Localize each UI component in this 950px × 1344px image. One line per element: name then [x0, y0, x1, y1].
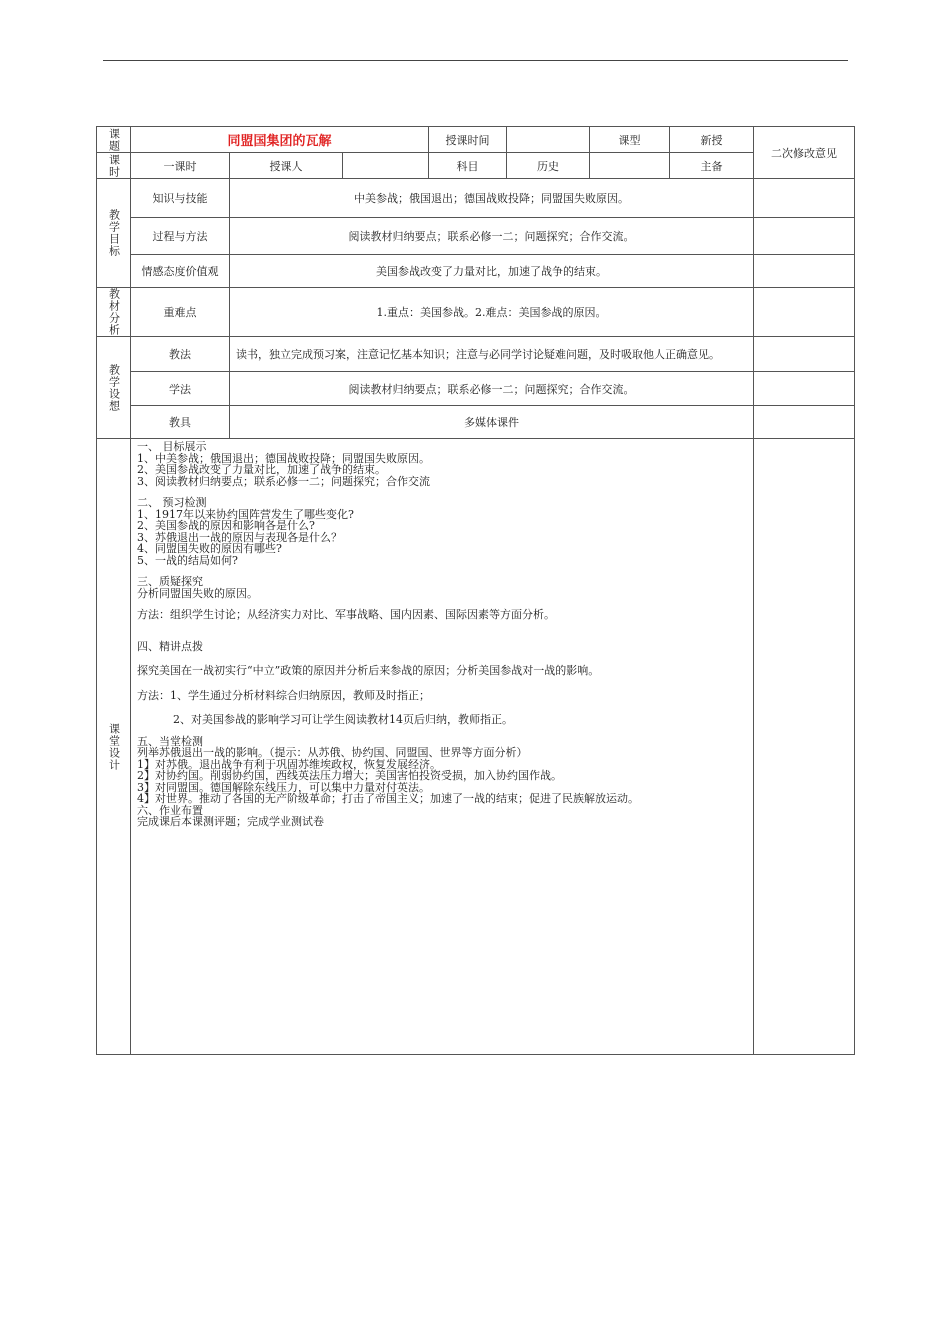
list-item: 1、1917年以来协约国阵营发生了哪些变化? [137, 507, 354, 521]
list-item: 1、中美参战；俄国退出；德国战败投降；同盟国失败原因。 [137, 451, 430, 465]
section-text: 列举苏俄退出一战的影响。（提示：从苏俄、协约国、同盟国、世界等方面分析） [137, 746, 528, 759]
row-goal-emotion [97, 255, 855, 288]
revision-label: 二次修改意见 [754, 127, 855, 179]
revision-cell [754, 439, 855, 1055]
row-classroom [97, 439, 855, 1055]
list-item: 4】对世界。推动了各国的无产阶级革命；打击了帝国主义；加速了一战的结束；促进了民族解放运动。 [137, 792, 639, 805]
section-text: 2、对美国参战的影响学习可让学生阅读教材14页后归纳，教师指正。 [173, 713, 513, 726]
teacher-value [343, 153, 429, 179]
label-topic: 课题 [97, 127, 131, 153]
section-text: 分析同盟国失败的原因。 [137, 586, 258, 600]
analysis-text: 1.重点：美国参战。2.难点：美国参战的原因。 [230, 288, 754, 337]
row-topic [97, 127, 855, 153]
label-hours: 课时 [97, 153, 131, 179]
section-text: 方法：1、学生通过分析材料综合归纳原因，教师及时指正； [137, 688, 430, 702]
goal-text: 中美参战；俄国退出；德国战败投降；同盟国失败原因。 [230, 179, 754, 218]
classroom-content [131, 439, 754, 1055]
blank-cell [590, 153, 670, 179]
row-goal-process [97, 218, 855, 255]
method-text: 多媒体课件 [230, 406, 754, 439]
list-item: 5、一战的结局如何? [137, 553, 238, 567]
section-title: 二、 预习检测 [137, 496, 207, 509]
goal-label: 知识与技能 [131, 179, 230, 218]
label-type: 课型 [590, 127, 670, 153]
goals-group-label: 教学目标 [97, 179, 131, 288]
time-value [507, 127, 590, 153]
method-label: 学法 [131, 372, 230, 406]
list-item: 2、美国参战的原因和影响各是什么? [137, 519, 315, 532]
hours-value: 一课时 [131, 153, 230, 179]
analysis-group-label: 教材分析 [97, 288, 131, 337]
section-text: 探究美国在一战初实行“中立”政策的原因并分析后来参战的原因；分析美国参战对一战的影响。 [137, 664, 600, 677]
goal-text: 美国参战改变了力量对比，加速了战争的结束。 [230, 255, 754, 288]
section-title: 六、作业布置 [137, 803, 203, 817]
lesson-title: 同盟国集团的瓦解 [131, 127, 429, 153]
label-subject: 科目 [429, 153, 507, 179]
goal-label: 情感态度价值观 [131, 255, 230, 288]
section-text: 完成课后本课测评题；完成学业测试卷 [137, 815, 324, 828]
lesson-plan-table [96, 126, 855, 1055]
row-method-tools [97, 406, 855, 439]
list-item: 1】对苏俄。退出战争有利于巩固苏维埃政权，恢复发展经济。 [137, 757, 441, 771]
analysis-label: 重难点 [131, 288, 230, 337]
revision-cell [754, 406, 855, 439]
prep-label: 主备 [670, 153, 754, 179]
revision-cell [754, 337, 855, 372]
section-title: 一、 目标展示 [137, 440, 207, 453]
list-item: 4、同盟国失败的原因有哪些? [137, 542, 282, 555]
method-text: 读书，独立完成预习案，注意记忆基本知识；注意与必同学讨论疑难问题，及时吸取他人正确意见。 [230, 337, 754, 372]
section-text: 方法：组织学生讨论；从经济实力对比、军事战略、国内因素、国际因素等方面分析。 [137, 608, 555, 621]
row-method-teach [97, 337, 855, 372]
method-text: 阅读教材归纳要点；联系必修一二；问题探究；合作交流。 [230, 372, 754, 406]
list-item: 2】对协约国。削弱协约国，西线英法压力增大；美国害怕投资受损，加入协约国作战。 [137, 769, 562, 782]
revision-cell [754, 255, 855, 288]
type-value: 新授 [670, 127, 754, 153]
list-item: 3、阅读教材归纳要点；联系必修一二；问题探究；合作交流 [137, 474, 430, 488]
design-group-label: 教学设想 [97, 337, 131, 439]
row-goal-knowledge [97, 179, 855, 218]
row-analysis [97, 288, 855, 337]
subject-value: 历史 [507, 153, 590, 179]
revision-cell [754, 179, 855, 218]
section-title: 五、当堂检测 [137, 734, 203, 748]
row-method-learn [97, 372, 855, 406]
classroom-group-label: 课堂设计 [97, 439, 131, 1055]
header-rule [103, 60, 848, 61]
list-item: 2、美国参战改变了力量对比，加速了战争的结束。 [137, 463, 386, 476]
method-label: 教法 [131, 337, 230, 372]
label-teacher: 授课人 [230, 153, 343, 179]
list-item: 3】对同盟国。德国解除东线压力，可以集中力量对付英法。 [137, 780, 430, 794]
revision-cell [754, 372, 855, 406]
revision-cell [754, 288, 855, 337]
section-title: 三、质疑探究 [137, 575, 203, 588]
revision-cell [754, 218, 855, 255]
section-title: 四、精讲点拨 [137, 639, 203, 653]
list-item: 3、苏俄退出一战的原因与表现各是什么？ [137, 530, 342, 544]
goal-text: 阅读教材归纳要点；联系必修一二；问题探究；合作交流。 [230, 218, 754, 255]
label-time: 授课时间 [429, 127, 507, 153]
method-label: 教具 [131, 406, 230, 439]
row-hours [97, 153, 855, 179]
goal-label: 过程与方法 [131, 218, 230, 255]
